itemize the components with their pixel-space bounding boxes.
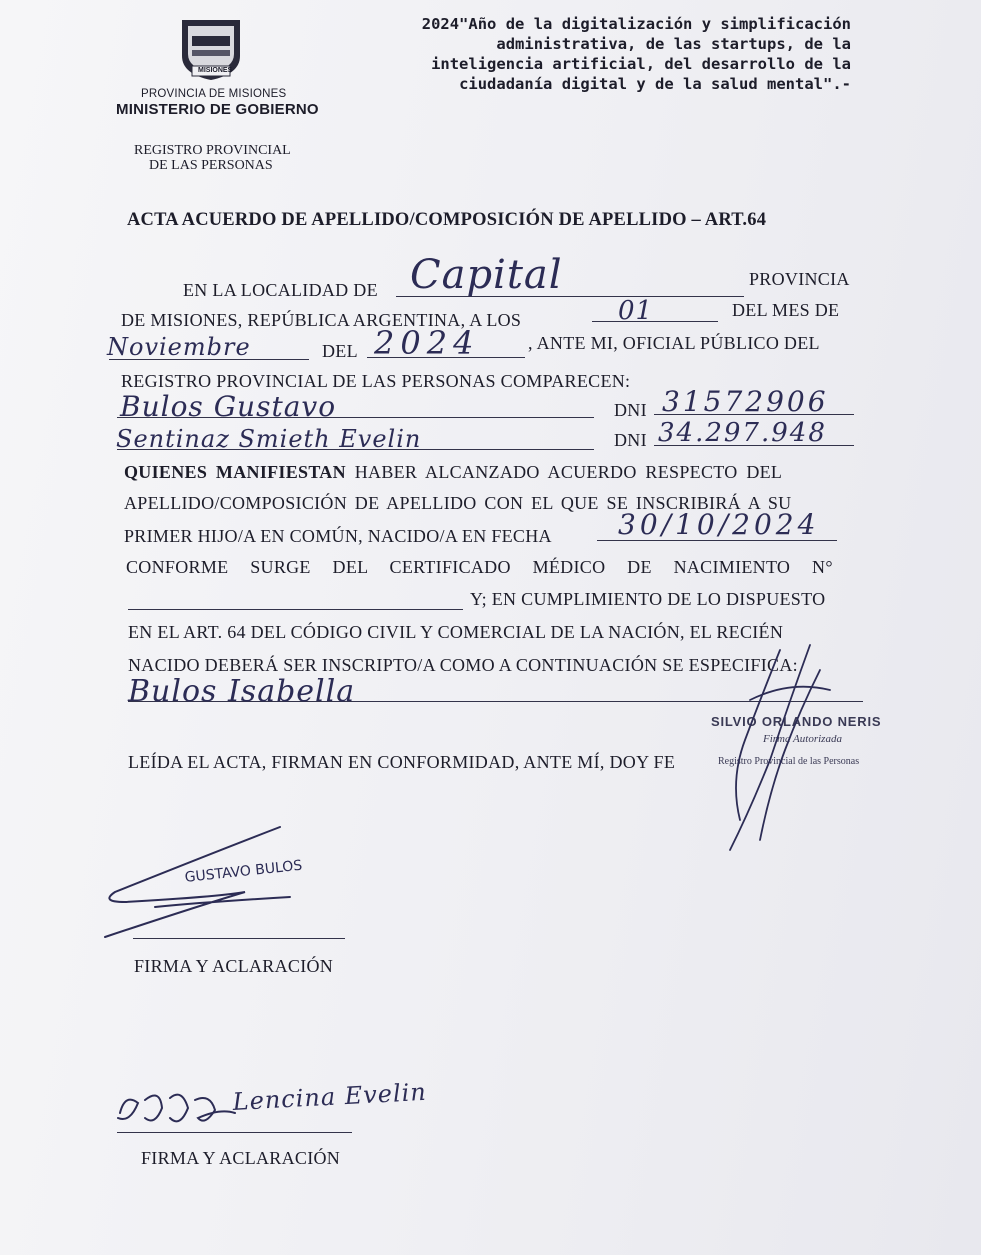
motto-line-4: ciudadanía digital y de la salud mental".- — [459, 75, 851, 93]
official-role: Firma Autorizada — [763, 733, 842, 745]
dni-1-value: 31572906 — [662, 385, 829, 418]
firma-2-clarification: Lencina Evelin — [232, 1077, 428, 1116]
motto-line-2: administrativa, de las startups, de la — [496, 35, 851, 53]
mes-text: DEL MES DE — [732, 300, 840, 320]
persona-1-value: Bulos Gustavo — [120, 390, 337, 423]
mes-value: Noviembre — [107, 333, 251, 361]
misiones-text: DE MISIONES, REPÚBLICA ARGENTINA, A LOS — [121, 310, 522, 330]
firma-2-label: FIRMA Y ACLARACIÓN — [141, 1148, 341, 1168]
ante-text: , ANTE MI, OFICIAL PÚBLICO DEL — [528, 333, 820, 353]
quienes-bold: QUIENES MANIFIESTAN — [124, 462, 346, 482]
firma-1-clarification: GUSTAVO BULOS — [184, 857, 304, 886]
anio-value: 2024 — [374, 324, 480, 362]
dia-value: 01 — [618, 296, 654, 326]
province-seal — [176, 16, 246, 82]
official-signature-icon — [690, 640, 860, 860]
dia-blank — [592, 321, 718, 322]
registro-text: REGISTRO PROVINCIAL DE LAS PERSONAS COMPARECEN: — [121, 371, 631, 391]
conforme-line: CONFORME SURGE DEL CERTIFICADO MÉDICO DE NACIMIENTO N° — [126, 557, 833, 577]
certificado-blank — [128, 609, 463, 610]
firma-1-blank — [133, 938, 345, 939]
nombre-inscripto-value: Bulos Isabella — [128, 674, 356, 709]
ministry-label: MINISTERIO DE GOBIERNO — [116, 101, 319, 118]
persona-2-value: Sentinaz Smieth Evelin — [116, 425, 422, 453]
primer-line: PRIMER HIJO/A EN COMÚN, NACIDO/A EN FECHA — [124, 526, 552, 546]
localidad-prefix: EN LA LOCALIDAD DE — [183, 280, 378, 300]
province-label: PROVINCIA DE MISIONES — [141, 88, 287, 100]
apellido-line: APELLIDO/COMPOSICIÓN DE APELLIDO CON EL QUE SE INSCRIBIRÁ A SU — [124, 493, 792, 513]
year-motto — [422, 14, 851, 94]
official-name: SILVIO ORLANDO NERIS — [711, 714, 882, 729]
dni-2-value: 34.297.948 — [658, 418, 827, 448]
cumplimiento-line: Y; EN CUMPLIMIENTO DE LO DISPUESTO — [470, 589, 826, 609]
art-line: EN EL ART. 64 DEL CÓDIGO CIVIL Y COMERCIAL DE LA NACIÓN, EL RECIÉN — [128, 622, 784, 642]
firma-1-label: FIRMA Y ACLARACIÓN — [134, 956, 334, 976]
registry-line-2: DE LAS PERSONAS — [149, 158, 273, 173]
fecha-nac-value: 30/10/2024 — [618, 508, 820, 541]
signature-2-icon — [110, 1088, 240, 1138]
provincia-word: PROVINCIA — [749, 269, 850, 289]
dni-label-1: DNI — [614, 400, 647, 420]
quienes-rest: HABER ALCANZADO ACUERDO RESPECTO DEL — [354, 462, 783, 482]
del-text: DEL — [322, 341, 358, 361]
nacido-line: NACIDO DEBERÁ SER INSCRIPTO/A COMO A CONTINUACIÓN SE ESPECIFICA: — [128, 655, 798, 675]
leida-line: LEÍDA EL ACTA, FIRMAN EN CONFORMIDAD, ANTE MÍ, DOY FE — [128, 752, 676, 772]
official-entity: Registro Provincial de las Personas — [718, 756, 860, 767]
document-title: ACTA ACUERDO DE APELLIDO/COMPOSICIÓN DE APELLIDO – ART.64 — [127, 210, 767, 230]
motto-line-3: inteligencia artificial, del desarrollo de la — [431, 55, 851, 73]
localidad-value: Capital — [410, 252, 563, 298]
dni-label-2: DNI — [614, 430, 647, 450]
motto-line-1: 2024"Año de la digitalización y simplificación — [421, 15, 851, 33]
registry-line-1: REGISTRO PROVINCIAL — [134, 143, 291, 158]
firma-2-blank — [117, 1132, 352, 1133]
quienes-line — [124, 462, 782, 483]
seal-text: MISIONES — [198, 67, 233, 74]
